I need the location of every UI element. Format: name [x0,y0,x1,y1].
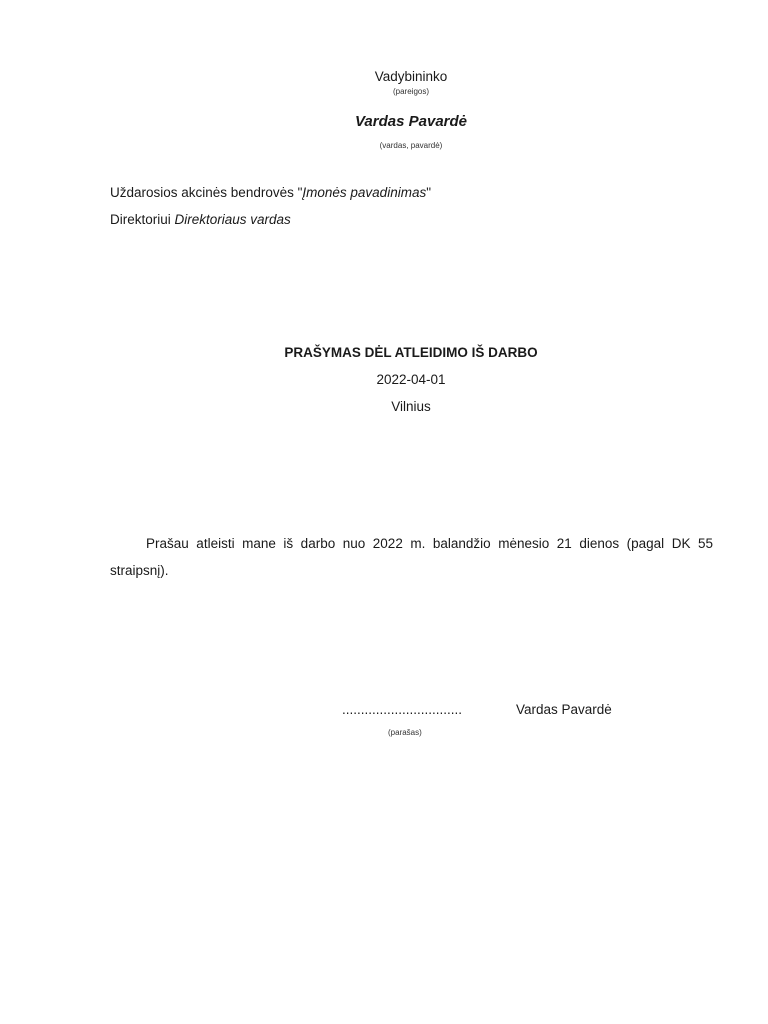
company-suffix: " [426,185,432,200]
signature-caption: (parašas) [388,728,422,737]
document-place: Vilnius [391,399,431,414]
sender-position: Vadybininko [374,69,448,84]
director-name: Direktoriaus vardas [174,212,291,227]
sender-position-caption: (pareigos) [392,87,429,96]
director-prefix: Direktoriui [110,212,175,227]
document-title: PRAŠYMAS DĖL ATLEIDIMO IŠ DARBO [284,345,538,360]
document-date: 2022-04-01 [376,372,446,387]
addressee-company [110,185,431,200]
sender-name-caption: (vardas, pavardė) [379,141,443,150]
sender-name: Vardas Pavardė [354,113,468,130]
signature-line: ................................ [342,702,463,717]
body-paragraph: Prašau atleisti mane iš darbo nuo 2022 m. balandžio mėnesio 21 dienos (pagal DK 55 straipsnį). [110,536,713,578]
signature-name: Vardas Pavardė [516,702,612,717]
company-prefix: Uždarosios akcinės bendrovės " [110,185,303,200]
addressee-director [110,212,291,227]
company-name: Įmonės pavadinimas [302,185,427,200]
